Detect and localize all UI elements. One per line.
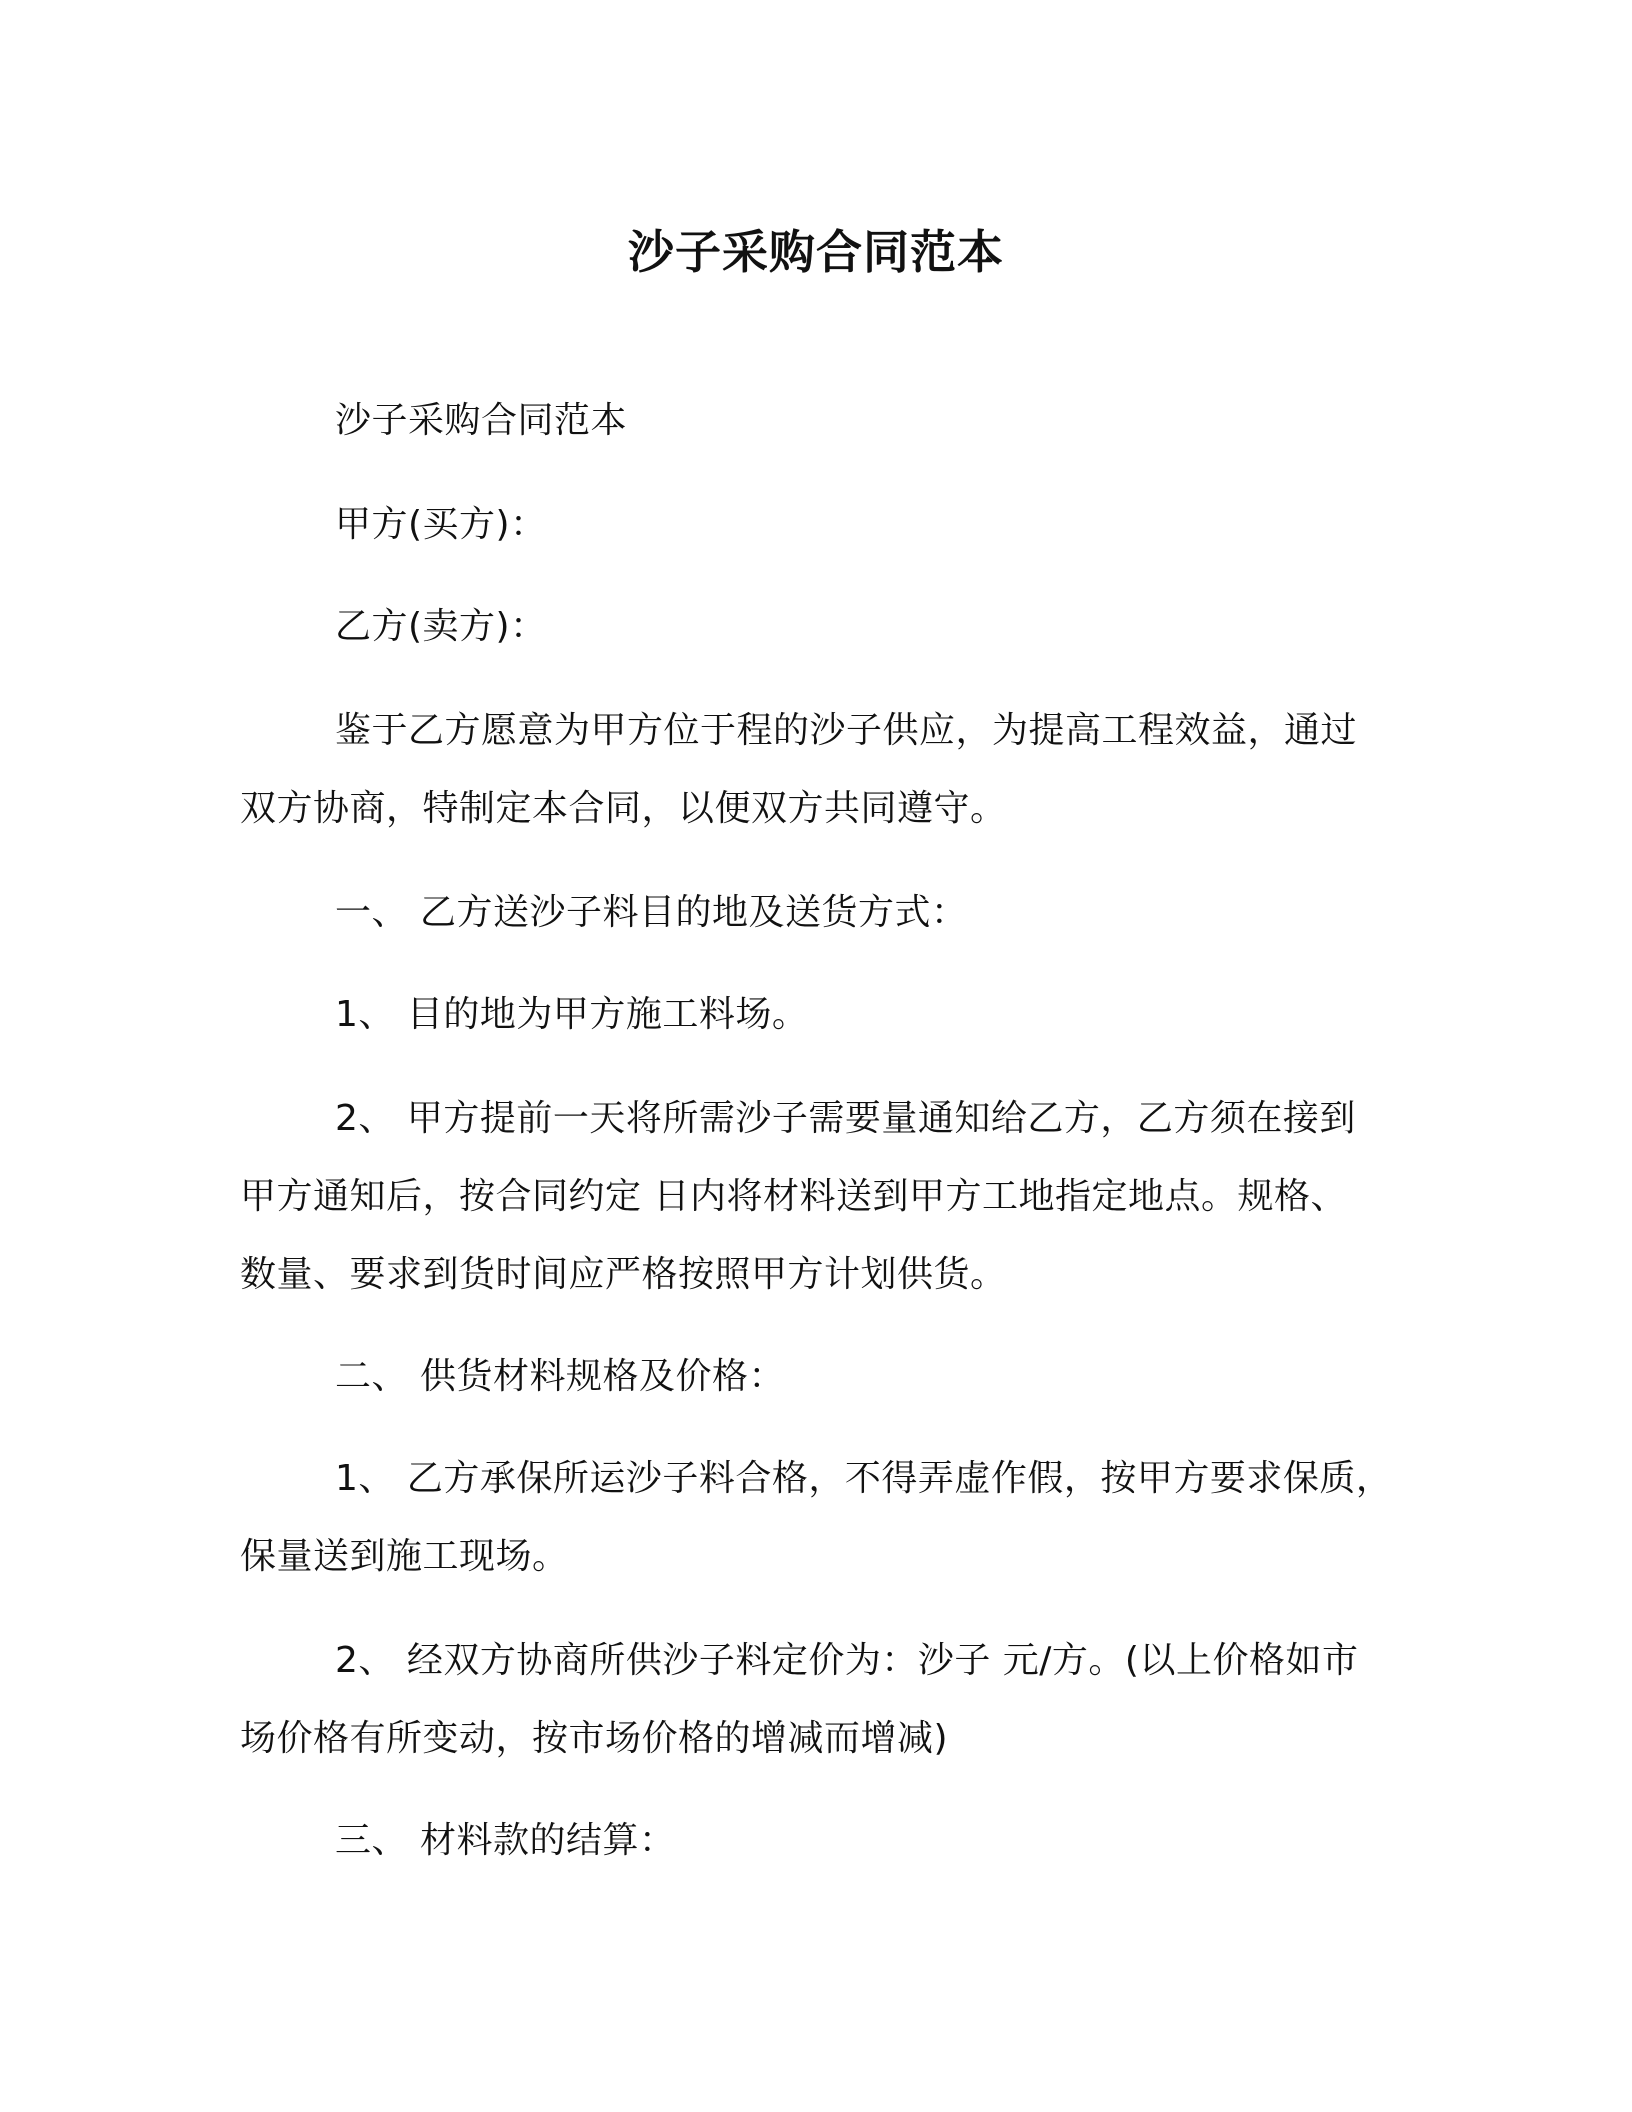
paragraph-2-2 [240, 1622, 1400, 1778]
paragraph-subtitle [240, 382, 1400, 460]
paragraph-line: 数量、要求到货时间应严格按照甲方计划供货。 [240, 1254, 1007, 1295]
section-heading-3 [240, 1802, 1400, 1880]
paragraph-line: 2、 经双方协商所供沙子料定价为：沙子 元/方。(以上价格如市 [335, 1640, 1359, 1681]
paragraph-line: 保量送到施工现场。 [240, 1536, 569, 1577]
document-title: 沙子采购合同范本 [628, 225, 1004, 279]
paragraph-party-a [240, 486, 1400, 564]
paragraph-line: 双方协商，特制定本合同，以便双方共同遵守。 [240, 788, 1007, 829]
paragraph-line: 1、 目的地为甲方施工料场。 [335, 994, 809, 1035]
section-heading-1 [240, 874, 1400, 952]
paragraph-line: 一、 乙方送沙子料目的地及送货方式： [335, 892, 968, 933]
paragraph-line: 甲方通知后，按合同约定 日内将材料送到甲方工地指定地点。规格、 [240, 1176, 1347, 1217]
paragraph-line: 鉴于乙方愿意为甲方位于程的沙子供应，为提高工程效益，通过 [335, 710, 1358, 751]
paragraph-line: 三、 材料款的结算： [335, 1820, 676, 1861]
paragraph-line: 乙方(卖方)： [335, 606, 547, 647]
paragraph-line: 二、 供货材料规格及价格： [335, 1356, 785, 1397]
paragraph-line: 沙子采购合同范本 [335, 400, 628, 441]
section-heading-2 [240, 1338, 1400, 1416]
paragraph-preamble [240, 692, 1400, 848]
paragraph-party-b [240, 588, 1400, 666]
paragraph-line: 2、 甲方提前一天将所需沙子需要量通知给乙方，乙方须在接到 [335, 1098, 1356, 1139]
paragraph-line: 1、 乙方承保所运沙子料合格，不得弄虚作假，按甲方要求保质， [335, 1458, 1393, 1499]
paragraph-1-2 [240, 1080, 1400, 1314]
paragraph-line: 甲方(买方)： [335, 504, 547, 545]
paragraph-1-1 [240, 976, 1400, 1054]
paragraph-2-1 [240, 1440, 1400, 1596]
paragraph-line: 场价格有所变动，按市场价格的增减而增减) [240, 1718, 949, 1759]
